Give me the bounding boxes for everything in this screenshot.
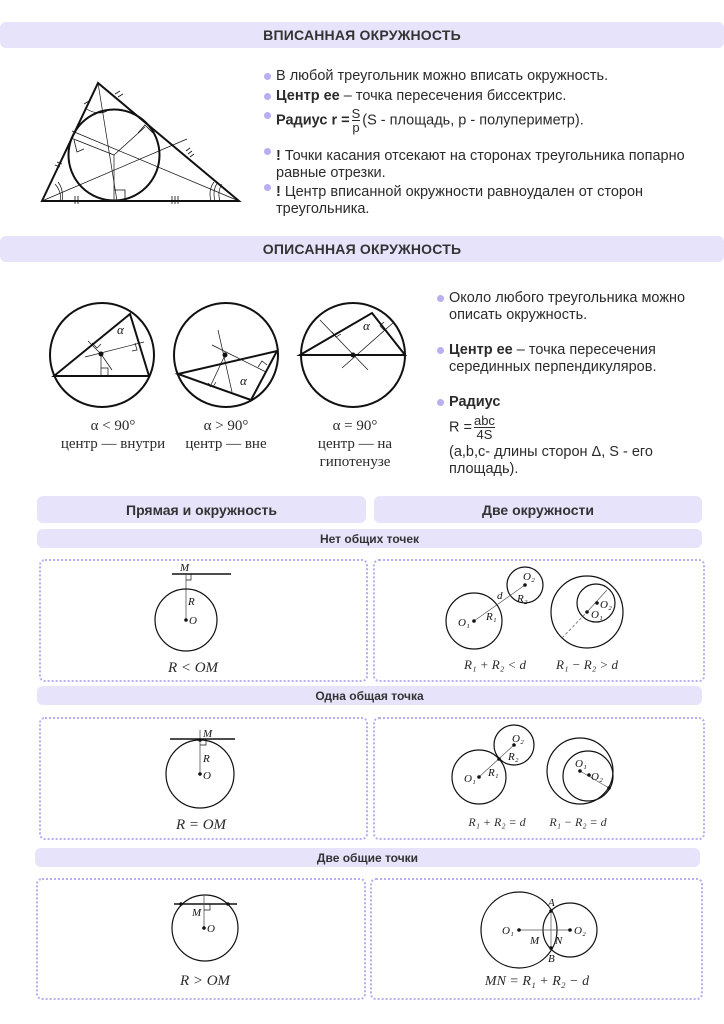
fact-bold: Центр ее [276,88,340,104]
denominator: 4S [476,427,493,442]
caption-two-two: MN = R₁ + R₂ − d [484,974,590,989]
alpha-label: α [117,322,124,337]
angle-condition: α > 90° [203,418,249,434]
incircle-figure [42,83,239,204]
center-label: O₁ [458,617,470,629]
two-circles-two [481,892,597,968]
center-position: гипотенузе [319,454,391,470]
section-title: ОПИСАННАЯ ОКРУЖНОСТЬ [262,241,462,257]
center-label: O₂ [523,571,535,583]
center-label: O [207,923,215,935]
center-label: O₁ [502,925,514,937]
fact-text: Точки касания отсекают на сторонах треугольника попарно равные отрезки. [276,148,685,181]
numerator: abc [473,413,495,428]
caption-line-one: R = OM [175,817,227,833]
center-label: O₁ [575,758,587,770]
center-label: O₂ [512,733,524,745]
fact-text: Центр вписанной окружности равноудален от сторон треугольника. [276,184,644,217]
fact-bold: Радиус [449,394,501,410]
point-label: A [548,897,555,909]
denominator: p [352,120,360,135]
center-label: O₁ [591,609,603,621]
formula-note: (a,b,c- длины сторон Δ, S - его площадь). [449,444,653,477]
fact-text: – точка пересечения биссектрис. [339,88,567,104]
caption-two-none-2: R₁ − R₂ > d [556,657,618,672]
point-label: M [203,728,213,740]
section-title: ВПИСАННАЯ ОКРУЖНОСТЬ [263,27,461,43]
circumcircle-right [300,303,405,407]
circumcircle-acute [50,303,154,407]
row-title: Одна общая точка [315,688,424,703]
caption-two-one-2: R₁ − R₂ = d [549,815,607,829]
numerator: S [351,106,361,121]
fact-text: В любой треугольник можно вписать окружность. [276,68,609,84]
center-label: O [203,770,211,782]
center-position: центр — вне [185,436,267,452]
point-label: M [192,907,202,919]
radius-label: R₁ [486,611,497,623]
caption-line-two: R > OM [179,973,231,989]
alpha-label: α [363,318,370,333]
radius-label: R [188,596,195,608]
radius-label: R [203,753,210,765]
point-label: M [180,562,190,574]
column-title: Прямая и окружность [126,501,277,518]
line-circle-none [155,562,231,651]
radius-label: R₂ [508,751,519,763]
fact-text: Около любого треугольника можно описать окружность. [449,290,686,323]
exclaim-mark: ! [276,148,281,164]
caption-two-one-1: R₁ + R₂ = d [468,815,526,829]
caption-line-none: R < OM [167,660,219,676]
center-position: центр — внутри [60,436,166,452]
circumcircle-obtuse [174,303,278,407]
center-label: O₁ [464,773,476,785]
caption-two-none-1: R₁ + R₂ < d [464,657,526,672]
row-title: Две общие точки [316,850,419,865]
center-label: O [189,615,197,627]
fact-bold: Центр ее [449,342,513,358]
distance-label: d [497,590,503,602]
column-title: Две окружности [482,501,594,518]
formula-lhs: R = [449,419,472,436]
radius-label: R₁ [488,767,499,779]
point-label: N [555,935,563,947]
line-circle-two [172,895,238,961]
point-label: M [530,935,540,947]
center-position: центр — на [317,436,393,452]
point-label: B [548,953,555,965]
fact-text: – точка пересечения серединных перпендикуляров. [449,342,657,375]
exclaim-mark: ! [276,184,281,200]
center-label: O₂ [600,599,612,611]
fact-text: (S - площадь, p - полупериметр). [362,112,584,129]
center-label: O₂ [591,771,603,783]
fact-bold: Радиус r = [276,112,350,129]
angle-condition: α = 90° [332,418,378,434]
line-circle-one [166,728,235,808]
radius-label: R₂ [517,593,528,605]
center-label: O₂ [574,925,586,937]
two-circles-none [446,567,623,649]
row-title: Нет общих точек [319,531,420,546]
alpha-label: α [240,373,247,388]
angle-condition: α < 90° [90,418,136,434]
two-circles-one [452,725,613,804]
